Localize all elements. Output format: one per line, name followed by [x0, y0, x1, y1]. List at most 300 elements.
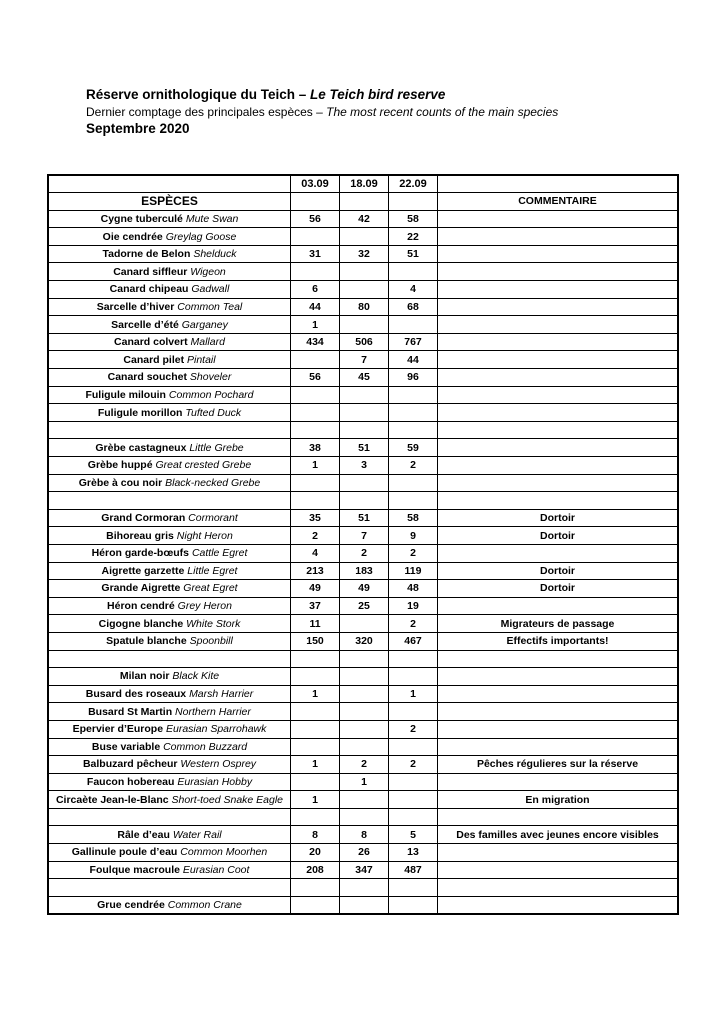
- count-cell-2: [340, 386, 389, 404]
- table-row: [48, 703, 678, 721]
- species-name-english: Common Teal: [177, 300, 243, 313]
- species-name-english: Short-toed Snake Eagle: [171, 793, 284, 806]
- count-cell-3: [389, 703, 438, 721]
- species-name-french: Grande Aigrette: [101, 582, 181, 595]
- comment-cell: [438, 808, 679, 826]
- species-cell: [48, 773, 291, 791]
- count-cell-2: 2: [340, 544, 389, 562]
- comment-cell: [438, 316, 679, 334]
- document-header: [86, 86, 558, 138]
- comment-cell: Dortoir: [438, 562, 679, 580]
- comment-cell: [438, 386, 679, 404]
- species-name-french: Cigogne blanche: [98, 617, 184, 630]
- species-cell: [48, 509, 291, 527]
- table-row: [48, 228, 678, 246]
- empty-cell: [340, 193, 389, 211]
- count-cell-2: [340, 703, 389, 721]
- table-row: [48, 421, 678, 439]
- count-cell-2: [340, 281, 389, 299]
- table-row: [48, 808, 678, 826]
- species-name-french: Cygne tuberculé: [100, 212, 183, 225]
- count-cell-3: 58: [389, 509, 438, 527]
- species-name-english: Great Egret: [183, 582, 238, 595]
- table-row: [48, 281, 678, 299]
- count-cell-2: [340, 228, 389, 246]
- count-cell-1: 1: [291, 457, 340, 475]
- count-cell-3: [389, 386, 438, 404]
- species-name-french: Aigrette garzette: [101, 564, 185, 577]
- species-name-english: Greylag Goose: [165, 230, 237, 243]
- count-cell-1: 208: [291, 861, 340, 879]
- species-name-english: Marsh Harrier: [189, 688, 254, 701]
- species-name-english: Common Crane: [167, 898, 242, 911]
- comment-cell: [438, 351, 679, 369]
- species-cell: [48, 404, 291, 422]
- species-cell: [48, 808, 291, 826]
- species-name-english: Common Pochard: [168, 388, 254, 401]
- comment-cell: [438, 597, 679, 615]
- count-cell-3: 44: [389, 351, 438, 369]
- count-cell-1: [291, 492, 340, 510]
- count-cell-1: 434: [291, 333, 340, 351]
- species-cell: [48, 879, 291, 897]
- table-row: [48, 756, 678, 774]
- count-cell-3: 1: [389, 685, 438, 703]
- count-cell-2: 1: [340, 773, 389, 791]
- comment-header: COMMENTAIRE: [438, 193, 679, 211]
- table-row: [48, 650, 678, 668]
- count-cell-1: [291, 351, 340, 369]
- table-row: [48, 562, 678, 580]
- comment-cell: [438, 263, 679, 281]
- species-name-french: Canard colvert: [114, 336, 188, 349]
- count-cell-1: 8: [291, 826, 340, 844]
- species-cell: [48, 720, 291, 738]
- count-cell-2: [340, 791, 389, 809]
- comment-cell: [438, 861, 679, 879]
- table-row: [48, 720, 678, 738]
- species-cell: [48, 791, 291, 809]
- species-name-english: Water Rail: [172, 828, 222, 841]
- species-name-english: Shoveler: [189, 371, 232, 384]
- species-name-english: Gadwall: [191, 283, 230, 296]
- empty-cell: [291, 193, 340, 211]
- count-cell-1: [291, 896, 340, 914]
- species-name-french: Grèbe huppé: [87, 459, 153, 472]
- table-row: [48, 597, 678, 615]
- species-cell: [48, 474, 291, 492]
- count-cell-2: 45: [340, 369, 389, 387]
- table-row: [48, 685, 678, 703]
- species-cell: [48, 896, 291, 914]
- count-cell-3: 68: [389, 298, 438, 316]
- species-name-french: Faucon hobereau: [86, 775, 175, 788]
- table-row: [48, 527, 678, 545]
- comment-cell: [438, 896, 679, 914]
- table-row: [48, 245, 678, 263]
- species-cell: [48, 756, 291, 774]
- species-name-french: Sarcelle d’été: [111, 318, 179, 331]
- comment-cell: [438, 685, 679, 703]
- species-name-english: Cormorant: [188, 512, 238, 525]
- count-cell-2: [340, 421, 389, 439]
- count-cell-3: [389, 896, 438, 914]
- comment-cell: [438, 879, 679, 897]
- count-cell-3: 96: [389, 369, 438, 387]
- species-name-english: Night Heron: [176, 529, 233, 542]
- species-cell: [48, 298, 291, 316]
- count-cell-3: [389, 738, 438, 756]
- count-cell-1: [291, 738, 340, 756]
- table-row: [48, 791, 678, 809]
- comment-cell: [438, 703, 679, 721]
- subtitle-english: The most recent counts of the main species: [326, 105, 559, 119]
- comment-cell: Des familles avec jeunes encore visibles: [438, 826, 679, 844]
- count-cell-1: 31: [291, 245, 340, 263]
- species-cell: [48, 492, 291, 510]
- species-cell: [48, 333, 291, 351]
- count-cell-1: [291, 263, 340, 281]
- count-cell-1: 6: [291, 281, 340, 299]
- comment-cell: [438, 544, 679, 562]
- species-cell: [48, 439, 291, 457]
- species-cell: [48, 421, 291, 439]
- count-cell-3: 5: [389, 826, 438, 844]
- species-name-english: Little Egret: [187, 564, 238, 577]
- count-cell-3: [389, 791, 438, 809]
- table-row: [48, 879, 678, 897]
- table-row: [48, 369, 678, 387]
- table-row: [48, 738, 678, 756]
- comment-cell: [438, 210, 679, 228]
- count-cell-1: [291, 421, 340, 439]
- date-header-2: 18.09: [340, 175, 389, 193]
- count-cell-2: [340, 492, 389, 510]
- species-name-english: Great crested Grebe: [155, 459, 252, 472]
- count-cell-2: 320: [340, 632, 389, 650]
- count-cell-2: [340, 668, 389, 686]
- species-name-french: Milan noir: [119, 670, 170, 683]
- species-name-english: Tufted Duck: [185, 406, 242, 419]
- species-name-french: Héron cendré: [107, 600, 175, 613]
- species-name-french: Canard pilet: [123, 353, 185, 366]
- table-row: [48, 210, 678, 228]
- species-name-french: Buse variable: [91, 740, 161, 753]
- table-row: [48, 333, 678, 351]
- table-row: [48, 580, 678, 598]
- species-cell: [48, 316, 291, 334]
- species-name-french: Râle d’eau: [117, 828, 170, 841]
- count-cell-1: [291, 773, 340, 791]
- subtitle-french: Dernier comptage des principales espèces –: [86, 105, 327, 119]
- count-cell-2: 80: [340, 298, 389, 316]
- count-cell-1: [291, 703, 340, 721]
- species-name-english: Mute Swan: [185, 212, 239, 225]
- comment-cell: Effectifs importants!: [438, 632, 679, 650]
- table-row: [48, 861, 678, 879]
- species-header: ESPÈCES: [48, 193, 291, 211]
- count-cell-3: 4: [389, 281, 438, 299]
- species-cell: [48, 826, 291, 844]
- count-cell-3: 2: [389, 720, 438, 738]
- species-name-french: Tadorne de Belon: [102, 248, 191, 261]
- species-name-english: Black Kite: [172, 670, 220, 683]
- comment-cell: Dortoir: [438, 509, 679, 527]
- count-cell-1: 37: [291, 597, 340, 615]
- species-cell: [48, 597, 291, 615]
- species-cell: [48, 369, 291, 387]
- species-name-english: Common Buzzard: [163, 740, 248, 753]
- species-cell: [48, 703, 291, 721]
- species-cell: [48, 632, 291, 650]
- empty-header-cell: [438, 175, 679, 193]
- count-cell-2: [340, 615, 389, 633]
- count-cell-3: 58: [389, 210, 438, 228]
- species-name-english: Spoonbill: [189, 635, 233, 648]
- empty-header-cell: [48, 175, 291, 193]
- count-cell-1: 44: [291, 298, 340, 316]
- species-name-french: Balbuzard pêcheur: [82, 758, 178, 771]
- species-name-english: Pintail: [187, 353, 216, 366]
- species-cell: [48, 544, 291, 562]
- count-cell-1: 1: [291, 316, 340, 334]
- count-cell-1: 150: [291, 632, 340, 650]
- species-name-english: Mallard: [190, 336, 225, 349]
- count-cell-1: 35: [291, 509, 340, 527]
- species-name-french: Foulque macroule: [89, 863, 180, 876]
- species-name-french: Busard des roseaux: [85, 688, 187, 701]
- species-name-french: Gallinule poule d’eau: [71, 846, 178, 859]
- comment-cell: [438, 333, 679, 351]
- count-cell-2: [340, 896, 389, 914]
- page-subtitle: [86, 104, 558, 120]
- comment-cell: [438, 457, 679, 475]
- table-row: [48, 316, 678, 334]
- comment-cell: [438, 474, 679, 492]
- species-cell: [48, 668, 291, 686]
- species-name-english: Little Grebe: [189, 441, 244, 454]
- title-english: Le Teich bird reserve: [310, 87, 446, 102]
- species-name-english: Cattle Egret: [191, 547, 248, 560]
- count-cell-3: [389, 808, 438, 826]
- count-cell-2: [340, 263, 389, 281]
- table-row: [48, 826, 678, 844]
- count-cell-3: 119: [389, 562, 438, 580]
- species-cell: [48, 210, 291, 228]
- comment-cell: [438, 773, 679, 791]
- count-cell-3: 2: [389, 756, 438, 774]
- count-cell-3: 2: [389, 544, 438, 562]
- species-name-french: Fuligule milouin: [85, 388, 166, 401]
- comment-cell: Dortoir: [438, 580, 679, 598]
- comment-cell: [438, 720, 679, 738]
- count-cell-3: [389, 879, 438, 897]
- report-date: Septembre 2020: [86, 121, 190, 136]
- species-name-english: White Stork: [186, 617, 241, 630]
- species-name-english: Grey Heron: [177, 600, 232, 613]
- comment-cell: [438, 738, 679, 756]
- count-cell-2: 51: [340, 439, 389, 457]
- comment-cell: [438, 421, 679, 439]
- species-cell: [48, 861, 291, 879]
- species-cell: [48, 562, 291, 580]
- count-cell-3: [389, 668, 438, 686]
- species-cell: [48, 386, 291, 404]
- title-french: Réserve ornithologique du Teich –: [86, 87, 311, 102]
- count-cell-2: 42: [340, 210, 389, 228]
- count-cell-1: 56: [291, 210, 340, 228]
- species-name-french: Grand Cormoran: [101, 512, 186, 525]
- species-cell: [48, 650, 291, 668]
- comment-cell: [438, 492, 679, 510]
- species-name-english: Common Moorhen: [180, 846, 268, 859]
- species-name-french: Sarcelle d’hiver: [96, 300, 175, 313]
- comment-cell: Migrateurs de passage: [438, 615, 679, 633]
- count-cell-2: 347: [340, 861, 389, 879]
- count-cell-3: 59: [389, 439, 438, 457]
- table-row: [48, 632, 678, 650]
- count-cell-1: [291, 228, 340, 246]
- count-cell-1: 1: [291, 756, 340, 774]
- count-cell-2: 3: [340, 457, 389, 475]
- comment-cell: [438, 668, 679, 686]
- species-name-english: Wigeon: [190, 265, 226, 278]
- species-name-english: Northern Harrier: [175, 705, 251, 718]
- count-cell-1: 20: [291, 844, 340, 862]
- species-cell: [48, 281, 291, 299]
- count-cell-2: [340, 808, 389, 826]
- species-count-table: [47, 174, 679, 915]
- count-cell-3: 48: [389, 580, 438, 598]
- count-cell-3: 467: [389, 632, 438, 650]
- table-row: [48, 404, 678, 422]
- species-cell: [48, 351, 291, 369]
- count-cell-2: [340, 685, 389, 703]
- species-name-french: Canard chipeau: [109, 283, 189, 296]
- count-cell-3: [389, 773, 438, 791]
- count-cell-3: [389, 404, 438, 422]
- table-row: [48, 457, 678, 475]
- count-cell-3: 9: [389, 527, 438, 545]
- count-cell-1: 49: [291, 580, 340, 598]
- species-cell: [48, 615, 291, 633]
- table-row: [48, 668, 678, 686]
- comment-cell: [438, 298, 679, 316]
- species-name-french: Canard souchet: [107, 371, 187, 384]
- comment-cell: [438, 404, 679, 422]
- count-cell-3: 13: [389, 844, 438, 862]
- count-cell-3: [389, 650, 438, 668]
- table-row: [48, 298, 678, 316]
- table-row: [48, 896, 678, 914]
- comment-cell: En migration: [438, 791, 679, 809]
- species-name-english: Eurasian Sparrohawk: [165, 723, 267, 736]
- species-name-french: Grèbe castagneux: [95, 441, 187, 454]
- table-row: [48, 351, 678, 369]
- count-cell-2: [340, 650, 389, 668]
- count-cell-2: [340, 720, 389, 738]
- species-name-french: Circaète Jean-le-Blanc: [55, 793, 169, 806]
- count-cell-1: [291, 808, 340, 826]
- count-cell-1: 56: [291, 369, 340, 387]
- comment-cell: [438, 245, 679, 263]
- species-name-french: Héron garde-bœufs: [91, 547, 190, 560]
- species-cell: [48, 457, 291, 475]
- comment-cell: Dortoir: [438, 527, 679, 545]
- count-cell-2: 49: [340, 580, 389, 598]
- count-cell-2: [340, 404, 389, 422]
- species-name-english: Eurasian Hobby: [177, 775, 253, 788]
- comment-cell: Pêches régulieres sur la réserve: [438, 756, 679, 774]
- species-cell: [48, 527, 291, 545]
- count-cell-1: [291, 879, 340, 897]
- count-cell-1: 2: [291, 527, 340, 545]
- comment-cell: [438, 228, 679, 246]
- empty-cell: [389, 193, 438, 211]
- species-cell: [48, 245, 291, 263]
- count-cell-2: [340, 474, 389, 492]
- species-name-english: Western Osprey: [180, 758, 257, 771]
- species-cell: [48, 738, 291, 756]
- table-row: [48, 263, 678, 281]
- species-name-english: Garganey: [181, 318, 228, 331]
- count-cell-3: [389, 316, 438, 334]
- count-cell-2: 183: [340, 562, 389, 580]
- species-cell: [48, 263, 291, 281]
- species-cell: [48, 685, 291, 703]
- count-cell-3: 767: [389, 333, 438, 351]
- count-cell-3: 22: [389, 228, 438, 246]
- species-name-french: Epervier d’Europe: [72, 723, 164, 736]
- column-header-row: [48, 193, 678, 211]
- count-cell-2: 8: [340, 826, 389, 844]
- count-cell-2: [340, 738, 389, 756]
- species-cell: [48, 228, 291, 246]
- count-cell-2: 32: [340, 245, 389, 263]
- count-cell-3: 51: [389, 245, 438, 263]
- count-cell-1: [291, 720, 340, 738]
- species-cell: [48, 844, 291, 862]
- date-header-row: [48, 175, 678, 193]
- count-cell-2: 506: [340, 333, 389, 351]
- count-cell-3: 487: [389, 861, 438, 879]
- species-name-french: Oie cendrée: [102, 230, 163, 243]
- species-name-french: Canard siffleur: [113, 265, 188, 278]
- count-cell-1: [291, 474, 340, 492]
- count-cell-3: [389, 263, 438, 281]
- count-cell-1: 213: [291, 562, 340, 580]
- comment-cell: [438, 369, 679, 387]
- comment-cell: [438, 281, 679, 299]
- date-header-3: 22.09: [389, 175, 438, 193]
- species-name-english: Shelduck: [193, 248, 237, 261]
- count-cell-2: 26: [340, 844, 389, 862]
- table-row: [48, 509, 678, 527]
- table-row: [48, 544, 678, 562]
- count-cell-3: 2: [389, 615, 438, 633]
- count-cell-3: [389, 421, 438, 439]
- date-header-1: 03.09: [291, 175, 340, 193]
- table-row: [48, 844, 678, 862]
- count-cell-1: [291, 650, 340, 668]
- table-row: [48, 386, 678, 404]
- table-row: [48, 615, 678, 633]
- count-cell-2: 7: [340, 527, 389, 545]
- species-name-french: Fuligule morillon: [97, 406, 183, 419]
- count-cell-2: 7: [340, 351, 389, 369]
- count-cell-2: 2: [340, 756, 389, 774]
- species-name-french: Spatule blanche: [106, 635, 187, 648]
